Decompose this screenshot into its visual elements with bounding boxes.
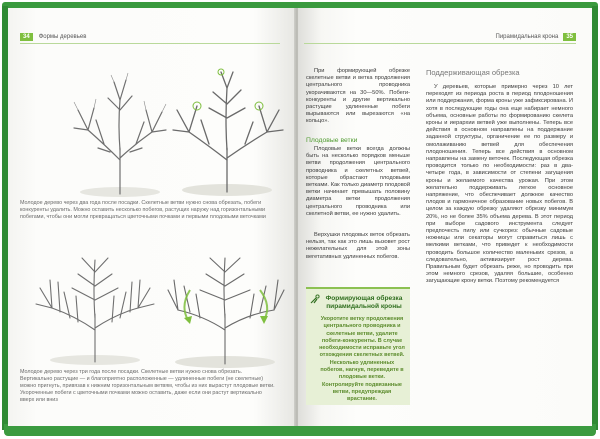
maintenance-pruning-heading: Поддерживающая обрезка: [426, 68, 520, 77]
tip-box-title: Формирующая обрезка пирамидальной кроны: [325, 295, 403, 310]
book-cover-right: [592, 6, 598, 430]
tree-illustration-3yr: [30, 252, 160, 367]
fruit-branches-heading: Плодовые ветки: [306, 137, 358, 144]
caption-tree-2yr: Молодое дерево через два года после посадки. Скелетные ветви нужно снова обрезать, побеги конкуренты удалить. Можно оставить несколько побегов, растущих наружу над горизонтальными побегами, чтобы они могли превращаться цветочными почками и первыми плодовыми веточками: [20, 200, 266, 221]
intro-paragraph: При формирующей обрезке скелетные ветви и ветка продолжения центрального проводника укорачиваются на 30—50%. Побеги-конкуренты и другие вертикально растущие удлиненные побеги вырываются или вырезаются «на кольцо».: [306, 68, 410, 125]
maintenance-pruning-text: У деревьев, которые примерно через 10 лет переходят из периода роста в период плодоношения или поддержания, форма кроны уже зафиксирована. И хотя в последующие годы она еще набирает немного объема, основные работы по формированию скелета кроны и иерархии ветвей уже выполнены. Теперь все действия в основном направлены на поддержание заданной структуры, органичение ее по размеру и омолаживанию ветвей для обеспечения плодоношения. Теперь все действия в основном направлены на замену веточек. Последующая обрезка проводится только по необходимости: раз в два-четыре года, в зависимости от степени загущения кроны и желаемого качества урожая. При этом желательно поддерживать легкое основное напряжение, что обеспечивает должное качество плодов и гармоничное образование новых побегов. В целом за каждую обрезку удаляют обрезку минимум 20%, но не более 35% объема дерева. В этот период при выборе садового инструмента следует предпочесть пилу или сучкорез: обычные садовые ножницы или секаторы могут справиться лишь с мелкими ветками, что приведет к необходимости проводить большое количество маленьких срезов, а следовательно, активизирует рост дерева. Правильным будет обрезать реже, но проводить при этом немного срезов, удаляя большие, особенно загущающие крону ветки. Поэтому рекомендуется: [426, 84, 573, 285]
pruning-shears-icon: [310, 294, 320, 304]
right-running-title: Пирамидальная крона: [495, 33, 559, 40]
tree-illustration-3yr-shaped: [160, 250, 290, 370]
left-page-header: [20, 30, 280, 44]
tip-box-body: Укоротите ветку продолжения центрального проводника и скелетные ветви, удалите побеги-конкуренты. В случае необходимости исправьте угол отхождения скелетных ветвей. Несколько удлиненных побегов, нагнув, переведите в плодовые ветки. Контролируйте подвязанные ветви, предупреждая врастание.: [319, 316, 405, 403]
right-page-number: 35: [563, 33, 576, 41]
left-running-title: Формы деревьев: [38, 33, 87, 40]
tip-box-formative-pruning: [306, 287, 410, 405]
fruit-tops-text: Верхушки плодовых веток обрезать нельзя, так как это лишь вызовет рост нежелательных для этой зоны вегетативных удлиненных побегов.: [306, 232, 410, 260]
tree-illustration-pruned-2yr: [60, 70, 180, 200]
left-page-number: 34: [20, 33, 33, 41]
right-page-header: [304, 30, 576, 44]
tree-illustration-after-pruning-2yr: [165, 68, 290, 198]
caption-tree-3yr: Молодое дерево через три года после посадки. Скелетные ветви нужно снова обрезать. Вертикально растущие — и благоприятно расположенные — удлиненные побеги (не скелетные) можно пригнуть, привязав к нижним горизонтальным ветвям, чтобы из них вырастут плодовые ветки. Укороченные побеги с цветочными почками можно оставить, даже если они растут вертикально вверх или вниз: [20, 369, 275, 404]
fruit-branches-text: Плодовые ветки всегда должны быть на несколько порядков меньше ветви продолжения центрального проводника и скелетных ветвей, которые обрастают плодовыми ветками. Как только диаметр плодовой ветки начинает превышать половину диаметра ветки продолжения центрального проводника или скелетной ветви, ее нужно удалить.: [306, 146, 410, 217]
